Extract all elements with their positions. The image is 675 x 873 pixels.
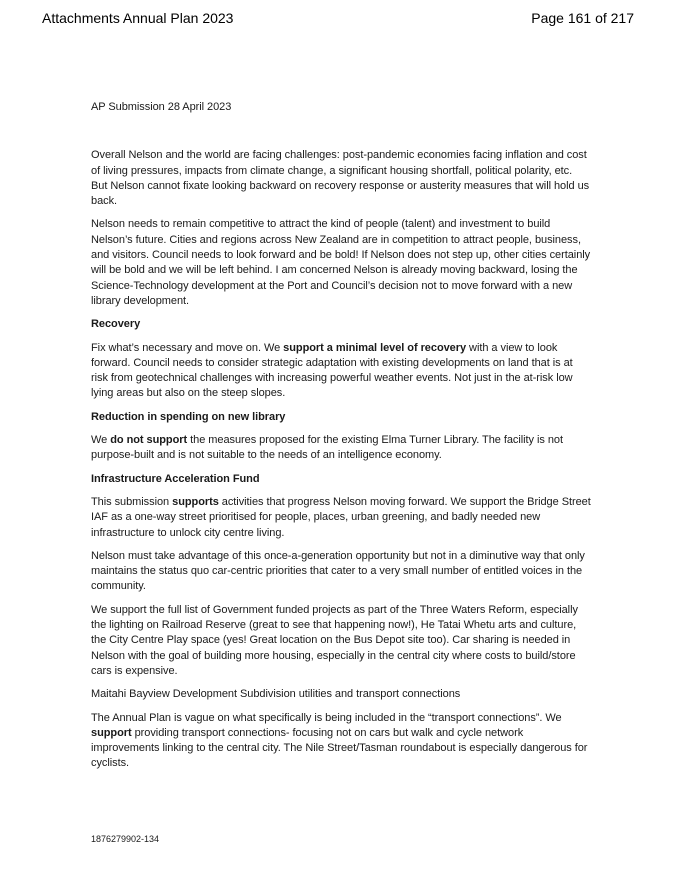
iaf-opportunity-paragraph: Nelson must take advantage of this once-a-generation opportunity but not in a diminutive way that only maintains the status quo car-centric priorities that cater to a very small number of entitled voices in the community. (91, 549, 585, 593)
iaf-heading: Infrastructure Acceleration Fund (91, 472, 260, 485)
header-title: Attachments Annual Plan 2023 (42, 10, 234, 26)
document-id: 1876279902-134 (91, 834, 160, 844)
iaf-paragraph (91, 495, 591, 541)
recovery-paragraph (91, 341, 591, 402)
recovery-text-pre: Fix what’s necessary and move on. We (91, 341, 284, 354)
library-paragraph (91, 433, 591, 464)
library-text-post: the measures proposed for the existing Elma Turner Library. The facility is not purpose-built and is not suitable to the needs of an intelligence economy. (91, 434, 564, 462)
submission-body (91, 100, 591, 780)
iaf-text-pre: This submission (91, 495, 173, 508)
iaf-text-post: activities that progress Nelson moving forward. We support the Bridge Street IAF as a one-way street prioritised for people, places, urban greening, and badly needed new infrastructure to unlock city centre living. (91, 495, 591, 539)
intro-paragraph: Overall Nelson and the world are facing challenges: post-pandemic economies facing inflation and cost of living pressures, impacts from climate change, a significant housing shortfall, political polarity, etc. But Nelson cannot fixate looking backward on recovery response or austerity measures that will hold us back. (91, 149, 590, 208)
maitahi-paragraph (91, 711, 591, 772)
competitiveness-paragraph: Nelson needs to remain competitive to attract the kind of people (talent) and investment to build Nelson’s future. Cities and regions across New Zealand are in competition to attract people, business, and visitors. Council needs to look forward and be bold! If Nelson does not step up, other cities certainly will be bold and we will be left behind. I am concerned Nelson is already moving backward, losing the Science-Technology development at the Port and Council’s decision not to move forward with a new library development. (91, 218, 591, 307)
recovery-emphasis: support a minimal level of recovery (283, 341, 467, 354)
library-emphasis: do not support (110, 434, 188, 447)
maitahi-emphasis: support (91, 726, 132, 739)
recovery-text-post: with a view to look forward. Council needs to consider strategic adaptation with existing developments on land that is at risk from geotechnical challenges with increasing powerful weather events. Not just in the at-risk low lying areas but also on the steep slopes. (91, 341, 573, 400)
library-heading: Reduction in spending on new library (91, 410, 286, 423)
maitahi-text-post: providing transport connections- focusing not on cars but walk and cycle network improvements linking to the central city. The Nile Street/Tasman roundabout is especially dangerous for cyclists. (91, 726, 588, 770)
iaf-emphasis: supports (172, 495, 219, 508)
recovery-heading: Recovery (91, 318, 141, 331)
iaf-projects-paragraph: We support the full list of Government funded projects as part of the Three Waters Reform, especially the lighting on Railroad Reserve (great to see that happening now!), He Tatai Whetu arts and culture, the City Centre Play space (yes! Great location on the Bus Depot site too). Car sharing is needed in Nelson with the goal of building more housing, especially in the central city where costs to build/store cars is expensive. (91, 603, 578, 677)
maitahi-heading: Maitahi Bayview Development Subdivision utilities and transport connections (91, 688, 461, 701)
submission-date: AP Submission 28 April 2023 (91, 101, 232, 113)
maitahi-text-pre: The Annual Plan is vague on what specifically is being included in the “transport connections”. We (91, 711, 562, 724)
library-text-pre: We (91, 434, 111, 447)
page-number: Page 161 of 217 (531, 10, 634, 26)
